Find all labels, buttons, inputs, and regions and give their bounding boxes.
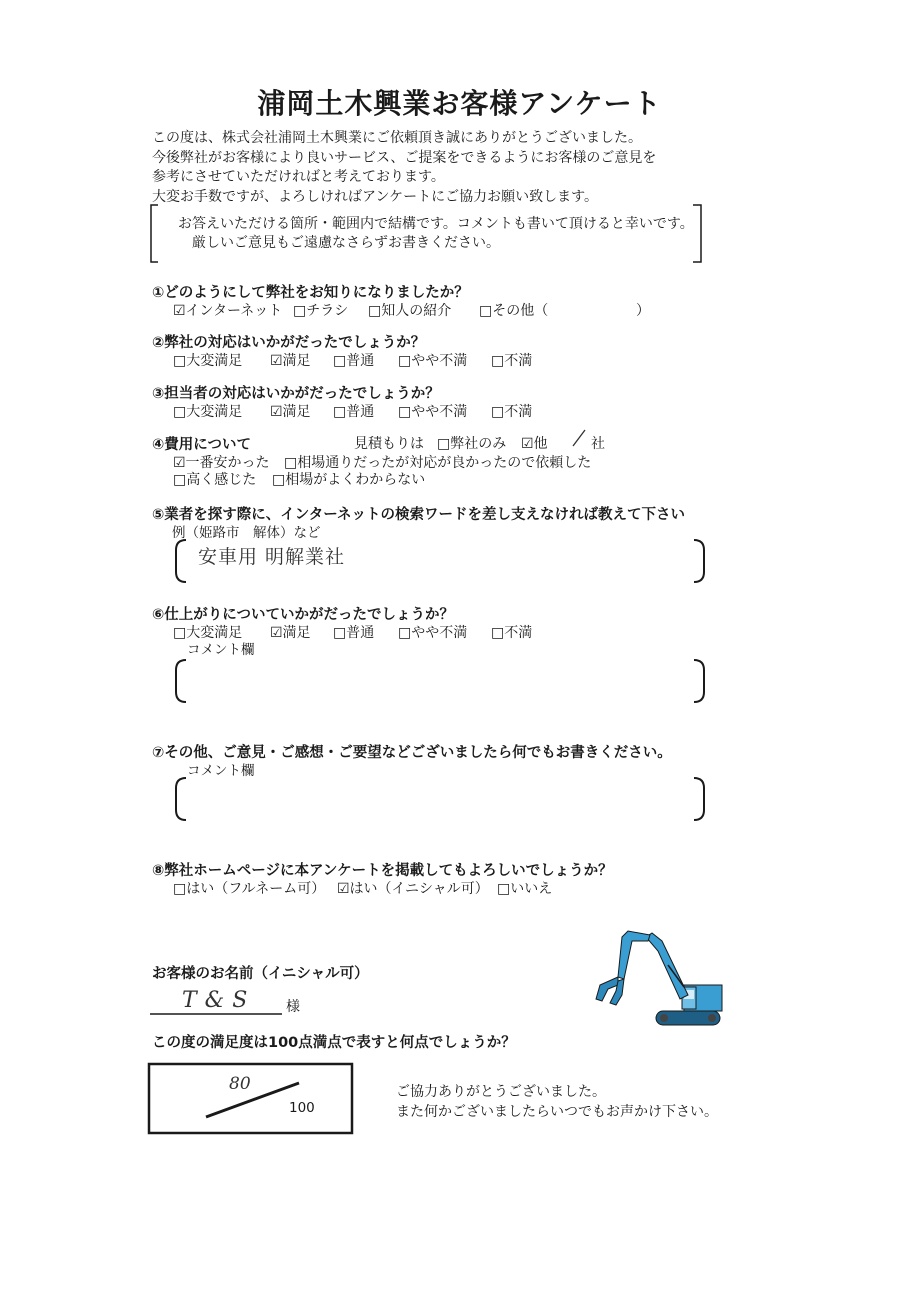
name-suffix: 様 [286, 999, 300, 1015]
q6-option-very-satisfied[interactable]: □大変満足 [173, 625, 243, 641]
intro-line-3: 参考にさせていただければと考えております。 [152, 169, 445, 185]
q1-option-flyer[interactable]: □チラシ [293, 303, 349, 319]
q3-option-satisfied[interactable]: ☑満足 [270, 404, 311, 420]
q1-option-referral[interactable]: □知人の紹介 [368, 303, 452, 319]
q2-option-dissatisfied[interactable]: □不満 [491, 353, 533, 369]
q2-question: ②弊社の対応はいかがだったでしょうか？ [152, 335, 426, 351]
q8-option-no[interactable]: □いいえ [497, 881, 553, 897]
thanks-line-1: ご協力ありがとうございました。 [396, 1084, 606, 1100]
q5-answer-handwritten[interactable]: 安車用 明解業社 [198, 546, 346, 568]
q3-question: ③担当者の対応はいかがだったでしょうか？ [152, 386, 440, 402]
name-handwritten[interactable]: T&S [182, 988, 256, 1013]
q4-question: ④費用について [152, 437, 251, 453]
q4-estimate-others[interactable]: ☑他 [521, 436, 548, 452]
q6-option-normal[interactable]: □普通 [333, 625, 375, 641]
q7-question: ⑦その他、ご意見・ご感想・ご要望などございましたら何でもお書きください。 [152, 745, 672, 761]
q3-option-somewhat-dissatisfied[interactable]: □やや不満 [398, 404, 468, 420]
q5-question: ⑤業者を探す際に、インターネットの検索ワードを差し支えなければ教えて下さい [152, 507, 685, 523]
q4-option-market-good-service[interactable]: □相場通りだったが対応が良かったので依頼した [284, 455, 592, 471]
score-handwritten[interactable]: 80 [229, 1074, 251, 1094]
q2-option-satisfied[interactable]: ☑満足 [270, 353, 311, 369]
q1-option-other[interactable]: □その他（ [479, 303, 549, 319]
intro-line-2: 今後弊社がお客様により良いサービス、ご提案をできるようにお客様のご意見を [152, 150, 657, 166]
q6-option-satisfied[interactable]: ☑満足 [270, 625, 311, 641]
excavator-illustration-icon [588, 925, 728, 1030]
q6-question: ⑥仕上がりについていかがだったでしょうか？ [152, 607, 454, 623]
q8-option-initials[interactable]: ☑はい（イニシャル可） [337, 881, 489, 897]
q1-question: ①どのようにして弊社をお知りになりましたか？ [152, 285, 469, 301]
q2-option-normal[interactable]: □普通 [333, 353, 375, 369]
q3-option-very-satisfied[interactable]: □大変満足 [173, 404, 243, 420]
q1-option-other-close: ） [636, 303, 650, 319]
q3-option-normal[interactable]: □普通 [333, 404, 375, 420]
notice-line-1: お答えいただける箇所・範囲内で結構です。コメントも書いて頂けると幸いです。 [178, 216, 694, 232]
q8-option-fullname[interactable]: □はい（フルネーム可） [173, 881, 326, 897]
q1-option-internet[interactable]: ☑インターネット [173, 303, 283, 319]
q6-option-somewhat-dissatisfied[interactable]: □やや不満 [398, 625, 468, 641]
q2-option-somewhat-dissatisfied[interactable]: □やや不満 [398, 353, 468, 369]
score-max: 100 [289, 1100, 315, 1116]
name-label: お客様のお名前（イニシャル可） [152, 966, 369, 982]
thanks-line-2: また何かございましたらいつでもお声かけ下さい。 [396, 1104, 718, 1120]
q5-example: 例（姫路市 解体）など [172, 525, 321, 541]
q4-estimate-only-us[interactable]: □弊社のみ [437, 436, 507, 452]
q6-comment-label: コメント欄 [187, 642, 255, 658]
q8-question: ⑧弊社ホームページに本アンケートを掲載してもよろしいでしょうか？ [152, 863, 613, 879]
q4-estimate-label: 見積もりは [354, 436, 424, 452]
intro-line-4: 大変お手数ですが、よろしければアンケートにご協力お願い致します。 [152, 189, 599, 205]
q6-option-dissatisfied[interactable]: □不満 [491, 625, 533, 641]
q2-option-very-satisfied[interactable]: □大変満足 [173, 353, 243, 369]
q4-option-expensive[interactable]: □高く感じた [173, 472, 257, 488]
q3-option-dissatisfied[interactable]: □不満 [491, 404, 533, 420]
survey-title: 浦岡土木興業お客様アンケート [257, 87, 662, 120]
notice-line-2: 厳しいご意見もご遠慮なさらずお書きください。 [192, 235, 500, 251]
q4-estimate-company-suffix: 社 [591, 436, 605, 452]
q4-option-unknown-market[interactable]: □相場がよくわからない [272, 472, 426, 488]
intro-line-1: この度は、株式会社浦岡土木興業にご依頼頂き誠にありがとうございました。 [152, 130, 642, 146]
score-question: この度の満足度は100点満点で表すと何点でしょうか？ [152, 1035, 516, 1051]
q4-option-cheapest[interactable]: ☑一番安かった [173, 455, 270, 471]
q7-comment-label: コメント欄 [187, 763, 255, 779]
